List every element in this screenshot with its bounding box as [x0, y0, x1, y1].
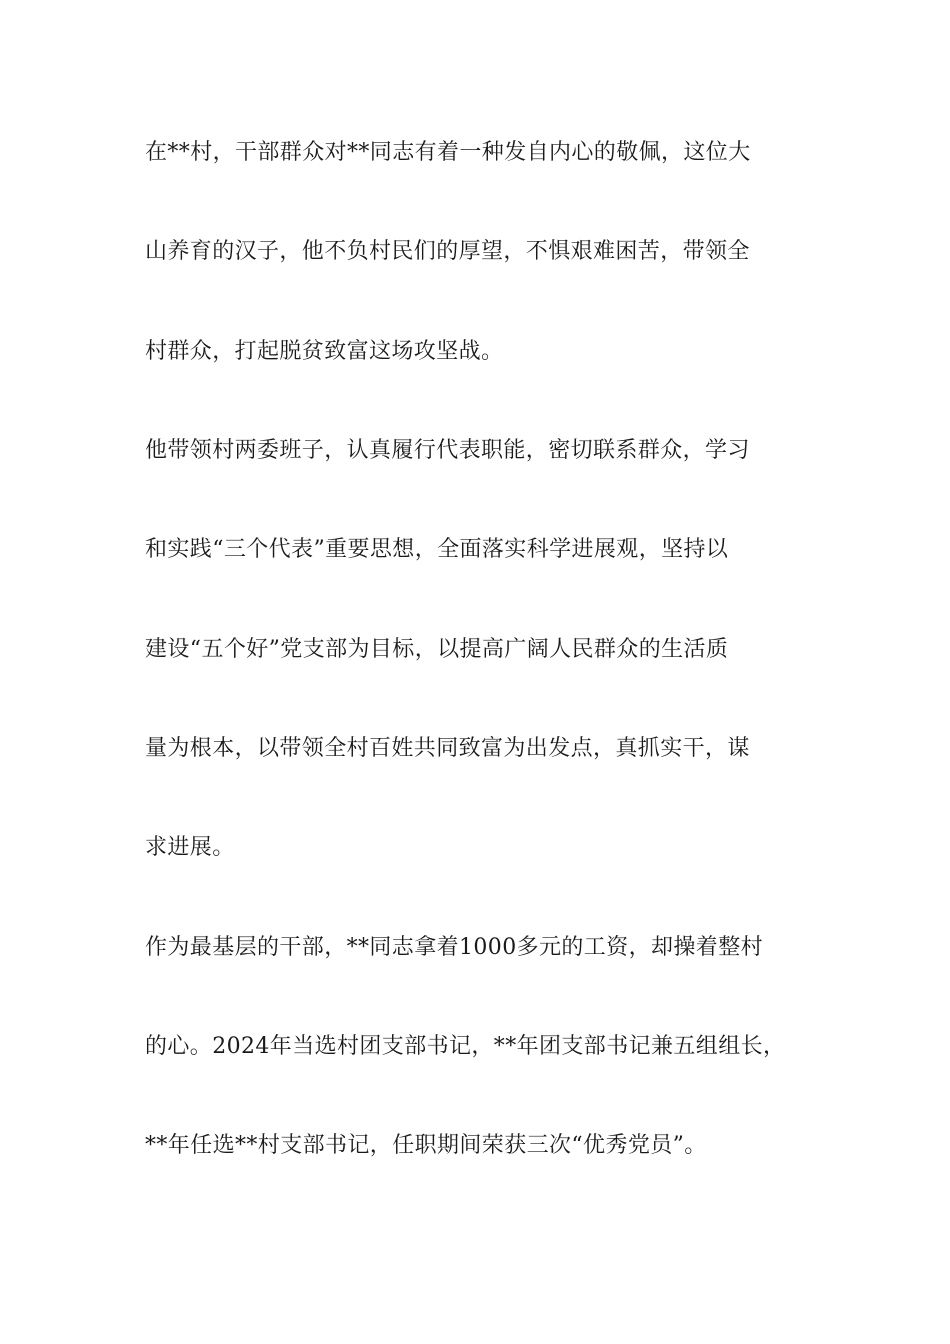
- text-line: 的心。2024年当选村团支部书记，**年团支部书记兼五组组长，: [145, 1034, 786, 1059]
- text-line: 和实践“三个代表”重要思想，全面落实科学进展观，坚持以: [145, 537, 729, 562]
- text-line: 建设“五个好”党支部为目标，以提高广阔人民群众的生活质: [145, 637, 729, 662]
- text-line: 在**村，干部群众对**同志有着一种发自内心的敬佩，这位大: [145, 140, 751, 165]
- text-line: 他带领村两委班子，认真履行代表职能，密切联系群众，学习: [145, 438, 750, 463]
- text-line: 山养育的汉子，他不负村民们的厚望，不惧艰难困苦，带领全: [145, 239, 750, 264]
- text-line: 求进展。: [145, 835, 235, 860]
- text-line: 作为最基层的干部，**同志拿着1000多元的工资，却操着整村: [145, 935, 763, 960]
- text-line: 量为根本，以带领全村百姓共同致富为出发点，真抓实干，谋: [145, 736, 750, 761]
- text-line: **年任选**村支部书记，任职期间荣获三次“优秀党员”。: [145, 1133, 707, 1158]
- text-line: 村群众，打起脱贫致富这场攻坚战。: [145, 339, 504, 364]
